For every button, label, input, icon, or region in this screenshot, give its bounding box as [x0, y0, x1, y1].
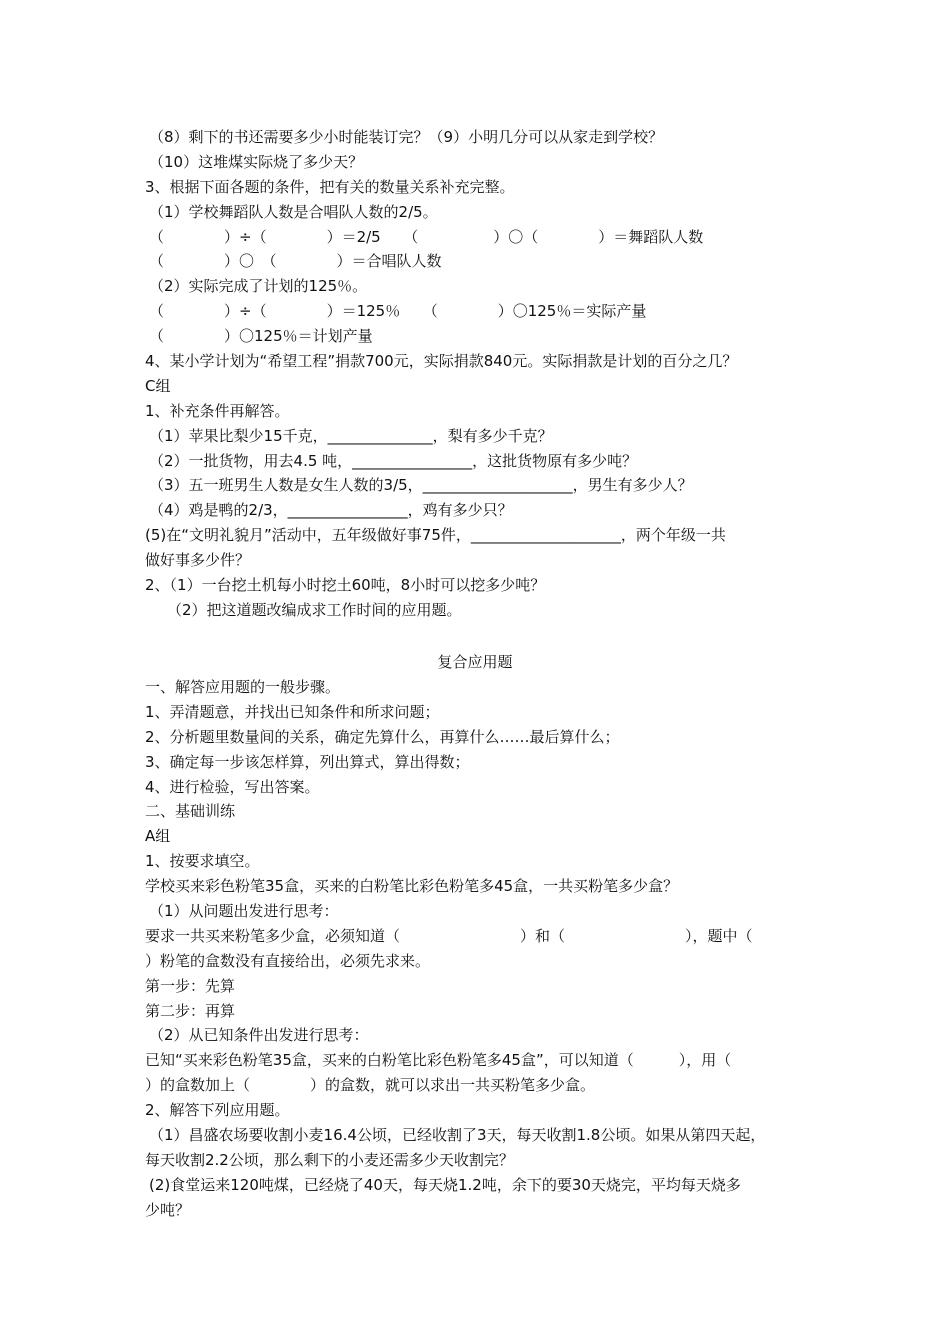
- text-line: 第一步：先算: [145, 976, 236, 995]
- text-line: （2）一批货物，用去4.5 吨，________________，这批货物原有多少吨？: [149, 451, 638, 470]
- text-line: （ ）〇 （ ）＝合唱队人数: [149, 252, 442, 271]
- text-line: 3、确定每一步该怎样算，列出算式，算出得数；: [145, 752, 470, 771]
- text-line: （1）昌盛农场要收割小麦16.4公顷，已经收割了3天，每天收割1.8公顷。如果从第四天起，: [149, 1126, 766, 1145]
- text-line: ）的盒数加上（ ）的盒数，就可以求出一共买粉笔多少盒。: [145, 1076, 596, 1095]
- text-line: （1）学校舞蹈队人数是合唱队人数的2/5。: [149, 202, 438, 221]
- text-line: 已知“买来彩色粉笔35盒，买来的白粉笔比彩色粉笔多45盒”，可以知道（ ），用（: [145, 1051, 732, 1070]
- text-line: 要求一共买来粉笔多少盒，必须知道（ ）和（ ），题中（: [145, 926, 753, 945]
- section-title: 复合应用题: [437, 653, 513, 671]
- group-heading: C组: [145, 376, 171, 395]
- text-line: （3）五一班男生人数是女生人数的3/5，____________________，男生有多少人？: [149, 476, 693, 495]
- text-line: （1）从问题出发进行思考：: [149, 902, 339, 921]
- section-upper: [145, 125, 815, 623]
- text-line: 做好事多少件？: [145, 551, 251, 570]
- text-line: 2、解答下列应用题。: [145, 1101, 290, 1120]
- text-line: 1、按要求填空。: [145, 852, 260, 871]
- text-line: （4）鸡是鸭的2/3，________________，鸡有多少只？: [149, 501, 513, 520]
- text-line: 学校买来彩色粉笔35盒，买来的白粉笔比彩色粉笔多45盒，一共买粉笔多少盒？: [145, 877, 679, 896]
- text-line: 1、弄清题意，并找出已知条件和所求问题；: [145, 702, 440, 721]
- text-line: （1）苹果比梨少15千克，______________，梨有多少千克？: [149, 426, 553, 445]
- text-line: （2）从已知条件出发进行思考：: [149, 1026, 369, 1045]
- text-line: 3、根据下面各题的条件，把有关的数量关系补充完整。: [145, 177, 515, 196]
- text-line: 少吨？: [145, 1200, 191, 1219]
- group-heading: A组: [145, 827, 171, 846]
- text-line: 4、某小学计划为“希望工程”捐款700元，实际捐款840元。实际捐款是计划的百分之几？: [145, 352, 738, 371]
- text-line: 2、（1）一台挖土机每小时挖土60吨，8小时可以挖多少吨？: [145, 576, 546, 595]
- text-line: 一、解答应用题的一般步骤。: [145, 678, 341, 696]
- text-line: (5)在“文明礼貌月”活动中，五年级做好事75件，____________________，两个年级一共: [145, 526, 726, 545]
- text-line: 1、补充条件再解答。: [145, 401, 290, 420]
- text-line: （8）剩下的书还需要多少小时能装订完？（9）小明几分可以从家走到学校？: [149, 128, 664, 146]
- text-line: （ ）〇125％＝计划产量: [149, 327, 373, 346]
- text-line: 4、进行检验，写出答案。: [145, 777, 320, 796]
- text-line: （2）把这道题改编成求工作时间的应用题。: [167, 600, 462, 619]
- text-line: （ ）÷（ ）＝2/5 （ ）〇（ ）＝舞蹈队人数: [149, 227, 704, 246]
- text-line: （10）这堆煤实际烧了多少天？: [149, 152, 364, 171]
- text-line: （ ）÷（ ）＝125％ （ ）〇125％＝实际产量: [149, 302, 647, 321]
- text-line: （2）实际完成了计划的125％。: [149, 277, 368, 296]
- text-line: (2)食堂运来120吨煤，已经烧了40天，每天烧1.2吨，余下的要30天烧完，平均每天烧多: [149, 1175, 741, 1194]
- text-line: 二、基础训练: [145, 802, 236, 821]
- text-line: 第二步：再算: [145, 1001, 236, 1020]
- section-lower: [145, 675, 815, 1223]
- text-line: 每天收割2.2公顷，那么剩下的小麦还需多少天收割完？: [145, 1150, 514, 1169]
- text-line: 2、分析题里数量间的关系，确定先算什么，再算什么……最后算什么；: [145, 727, 620, 746]
- text-line: ）粉笔的盒数没有直接给出，必须先求来。: [145, 951, 431, 970]
